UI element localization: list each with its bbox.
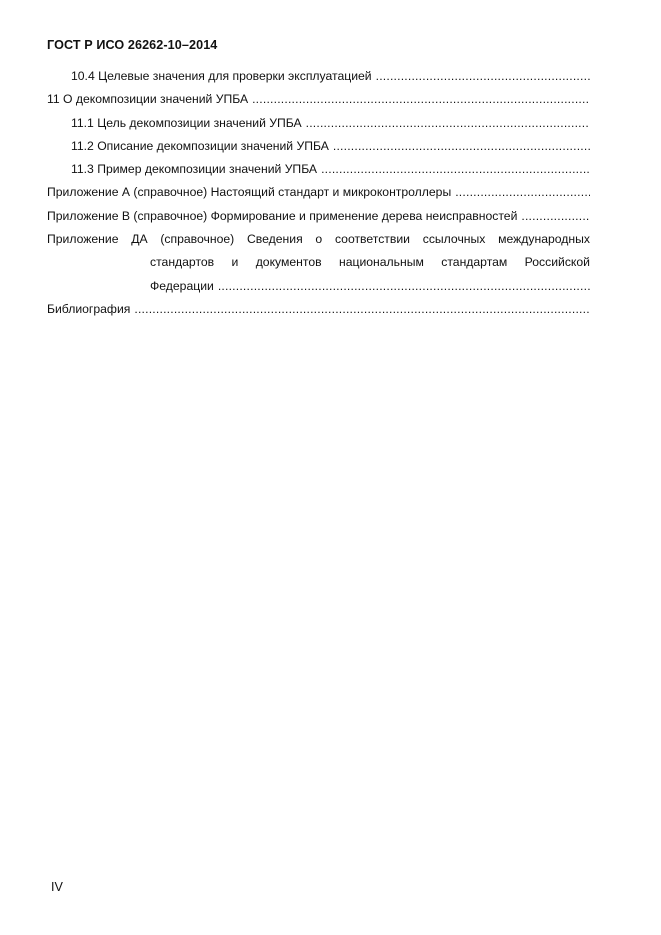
toc-entry-10-4[interactable] [47, 65, 590, 88]
toc-entry-label: 11 О декомпозиции значений УПБА [47, 92, 249, 107]
dot-leader [333, 135, 590, 158]
toc-entry-label-line-2: стандартов и документов национальным стандартам Российской [150, 255, 590, 270]
dot-leader [455, 181, 590, 204]
toc-entry-11-3[interactable] [47, 158, 590, 181]
toc-entry-11-2[interactable] [47, 135, 590, 158]
dot-leader [521, 205, 590, 228]
toc-entry-label: Библиография [47, 301, 131, 316]
toc-entry-label: 11.1 Цель декомпозиции значений УПБА [71, 115, 302, 130]
document-header: ГОСТ Р ИСО 26262-10–2014 [47, 38, 218, 52]
toc-entry-annex-da[interactable] [47, 228, 590, 298]
dot-leader [218, 275, 590, 298]
toc-entry-bibliography[interactable] [47, 298, 590, 321]
toc-entry-annex-a[interactable] [47, 181, 590, 204]
dot-leader [134, 298, 590, 321]
table-of-contents [47, 65, 590, 321]
dot-leader [376, 65, 590, 88]
toc-entry-label: 11.3 Пример декомпозиции значений УПБА [71, 162, 318, 177]
toc-entry-label: 11.2 Описание декомпозиции значений УПБА [71, 138, 329, 153]
dot-leader [306, 112, 590, 135]
toc-entry-11-1[interactable] [47, 112, 590, 135]
toc-entry-label: Приложение В (справочное) Формирование и применение дерева неисправностей [47, 208, 518, 223]
toc-entry-11[interactable] [47, 88, 590, 111]
toc-entry-label-line-3: Федерации [150, 278, 214, 293]
toc-entry-annex-b[interactable] [47, 205, 590, 228]
dot-leader [252, 88, 590, 111]
toc-entry-label-line-1: Приложение ДА (справочное) Сведения о соответствии ссылочных международных [47, 232, 590, 247]
page-number: IV [51, 880, 63, 894]
toc-entry-label: 10.4 Целевые значения для проверки эксплуатацией [71, 69, 372, 83]
toc-entry-label: Приложение А (справочное) Настоящий стандарт и микроконтроллеры [47, 185, 452, 200]
dot-leader [321, 158, 590, 181]
toc-entry-label-line-3-row [47, 275, 590, 298]
